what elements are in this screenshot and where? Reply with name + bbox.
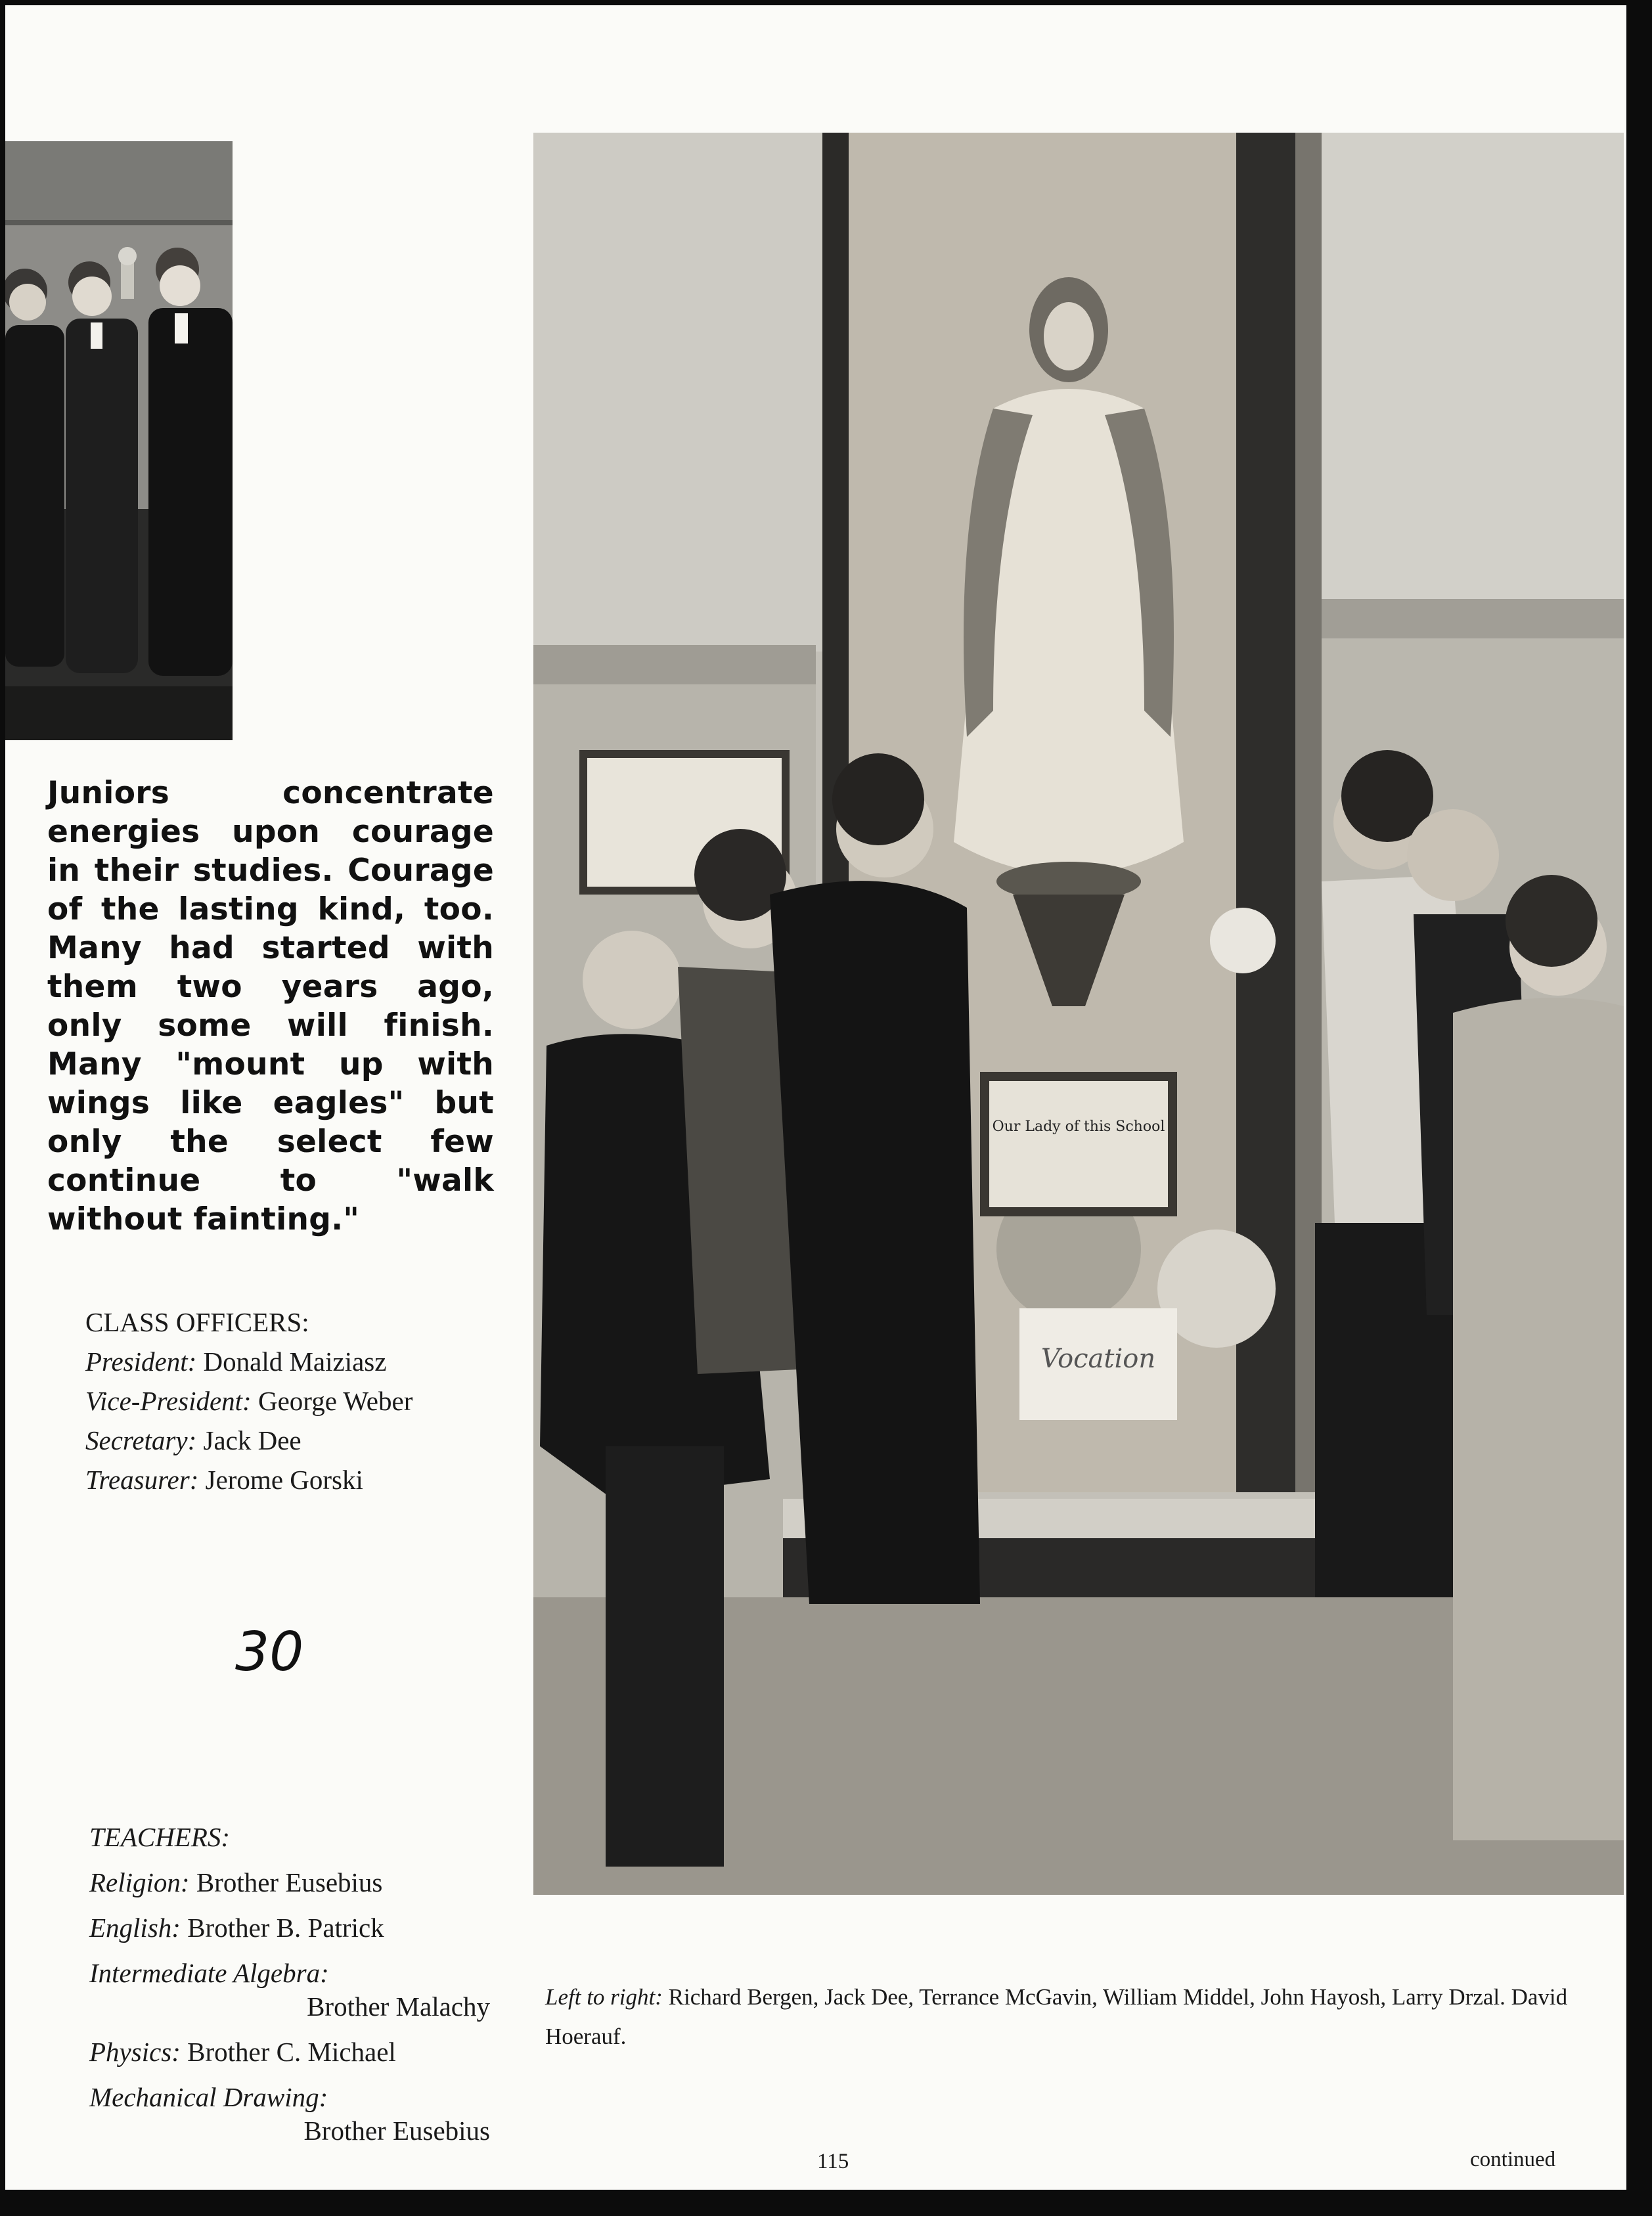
teacher-subject: Religion: [89,1867,190,1897]
teachers-list [89,1815,490,2154]
students-illustration [5,141,233,740]
plaque-text: Our Lady of this School [992,1119,1165,1135]
officer-label: President: [85,1346,197,1377]
caption-label: Left to right: [545,1984,663,2010]
continued-note: continued [1470,2148,1556,2171]
poster-text: Vocation [1040,1344,1156,1374]
section-number: 30 [235,1621,304,1683]
officer-label: Treasurer: [85,1465,199,1495]
yearbook-page [5,5,1626,2190]
officer-name: Donald Maiziasz [203,1346,387,1377]
teacher-subject: Intermediate Algebra: [89,1958,329,1988]
teacher-row [89,1860,490,1905]
headline-paragraph: Juniors concentrate energies upon courage in their studies. Courage of the lasting kind, too. Many had started with them two years ago, only some will finish. Many "mount up with wings like eagles" but only the select few continue to "walk without fainting." [47,775,494,1237]
teacher-name: Brother B. Patrick [187,1913,384,1943]
class-officers-heading: CLASS OFFICERS: [85,1307,309,1337]
officer-row [85,1421,413,1460]
officer-row [85,1381,413,1421]
class-officers [85,1302,413,1499]
teacher-row [89,2029,490,2075]
officer-row [85,1460,413,1499]
teacher-name: Brother Eusebius [303,2116,490,2146]
teacher-name: Brother Eusebius [196,1867,383,1897]
teacher-name: Brother C. Michael [187,2037,396,2067]
teacher-subject: English: [89,1913,181,1943]
page-number: 115 [817,2150,849,2173]
teacher-subject: Mechanical Drawing: [89,2082,328,2112]
teachers-heading: TEACHERS: [89,1822,231,1852]
shrine-illustration [533,133,1624,1895]
students-photo-small [5,141,233,740]
officer-name: George Weber [257,1386,413,1416]
officer-label: Vice-President: [85,1386,252,1416]
teacher-name: Brother Malachy [307,1991,490,2022]
shrine-photo [533,133,1624,1895]
officer-name: Jerome Gorski [205,1465,363,1495]
teacher-subject: Physics: [89,2037,181,2067]
officer-row [85,1342,413,1381]
teacher-row [89,1905,490,1951]
officer-name: Jack Dee [203,1425,301,1455]
caption-text: Richard Bergen, Jack Dee, Terrance McGavin, William Middel, John Hayosh, Larry Drzal. David Hoerauf. [545,1984,1568,2049]
photo-caption [545,1978,1576,2056]
officer-label: Secretary: [85,1425,197,1455]
